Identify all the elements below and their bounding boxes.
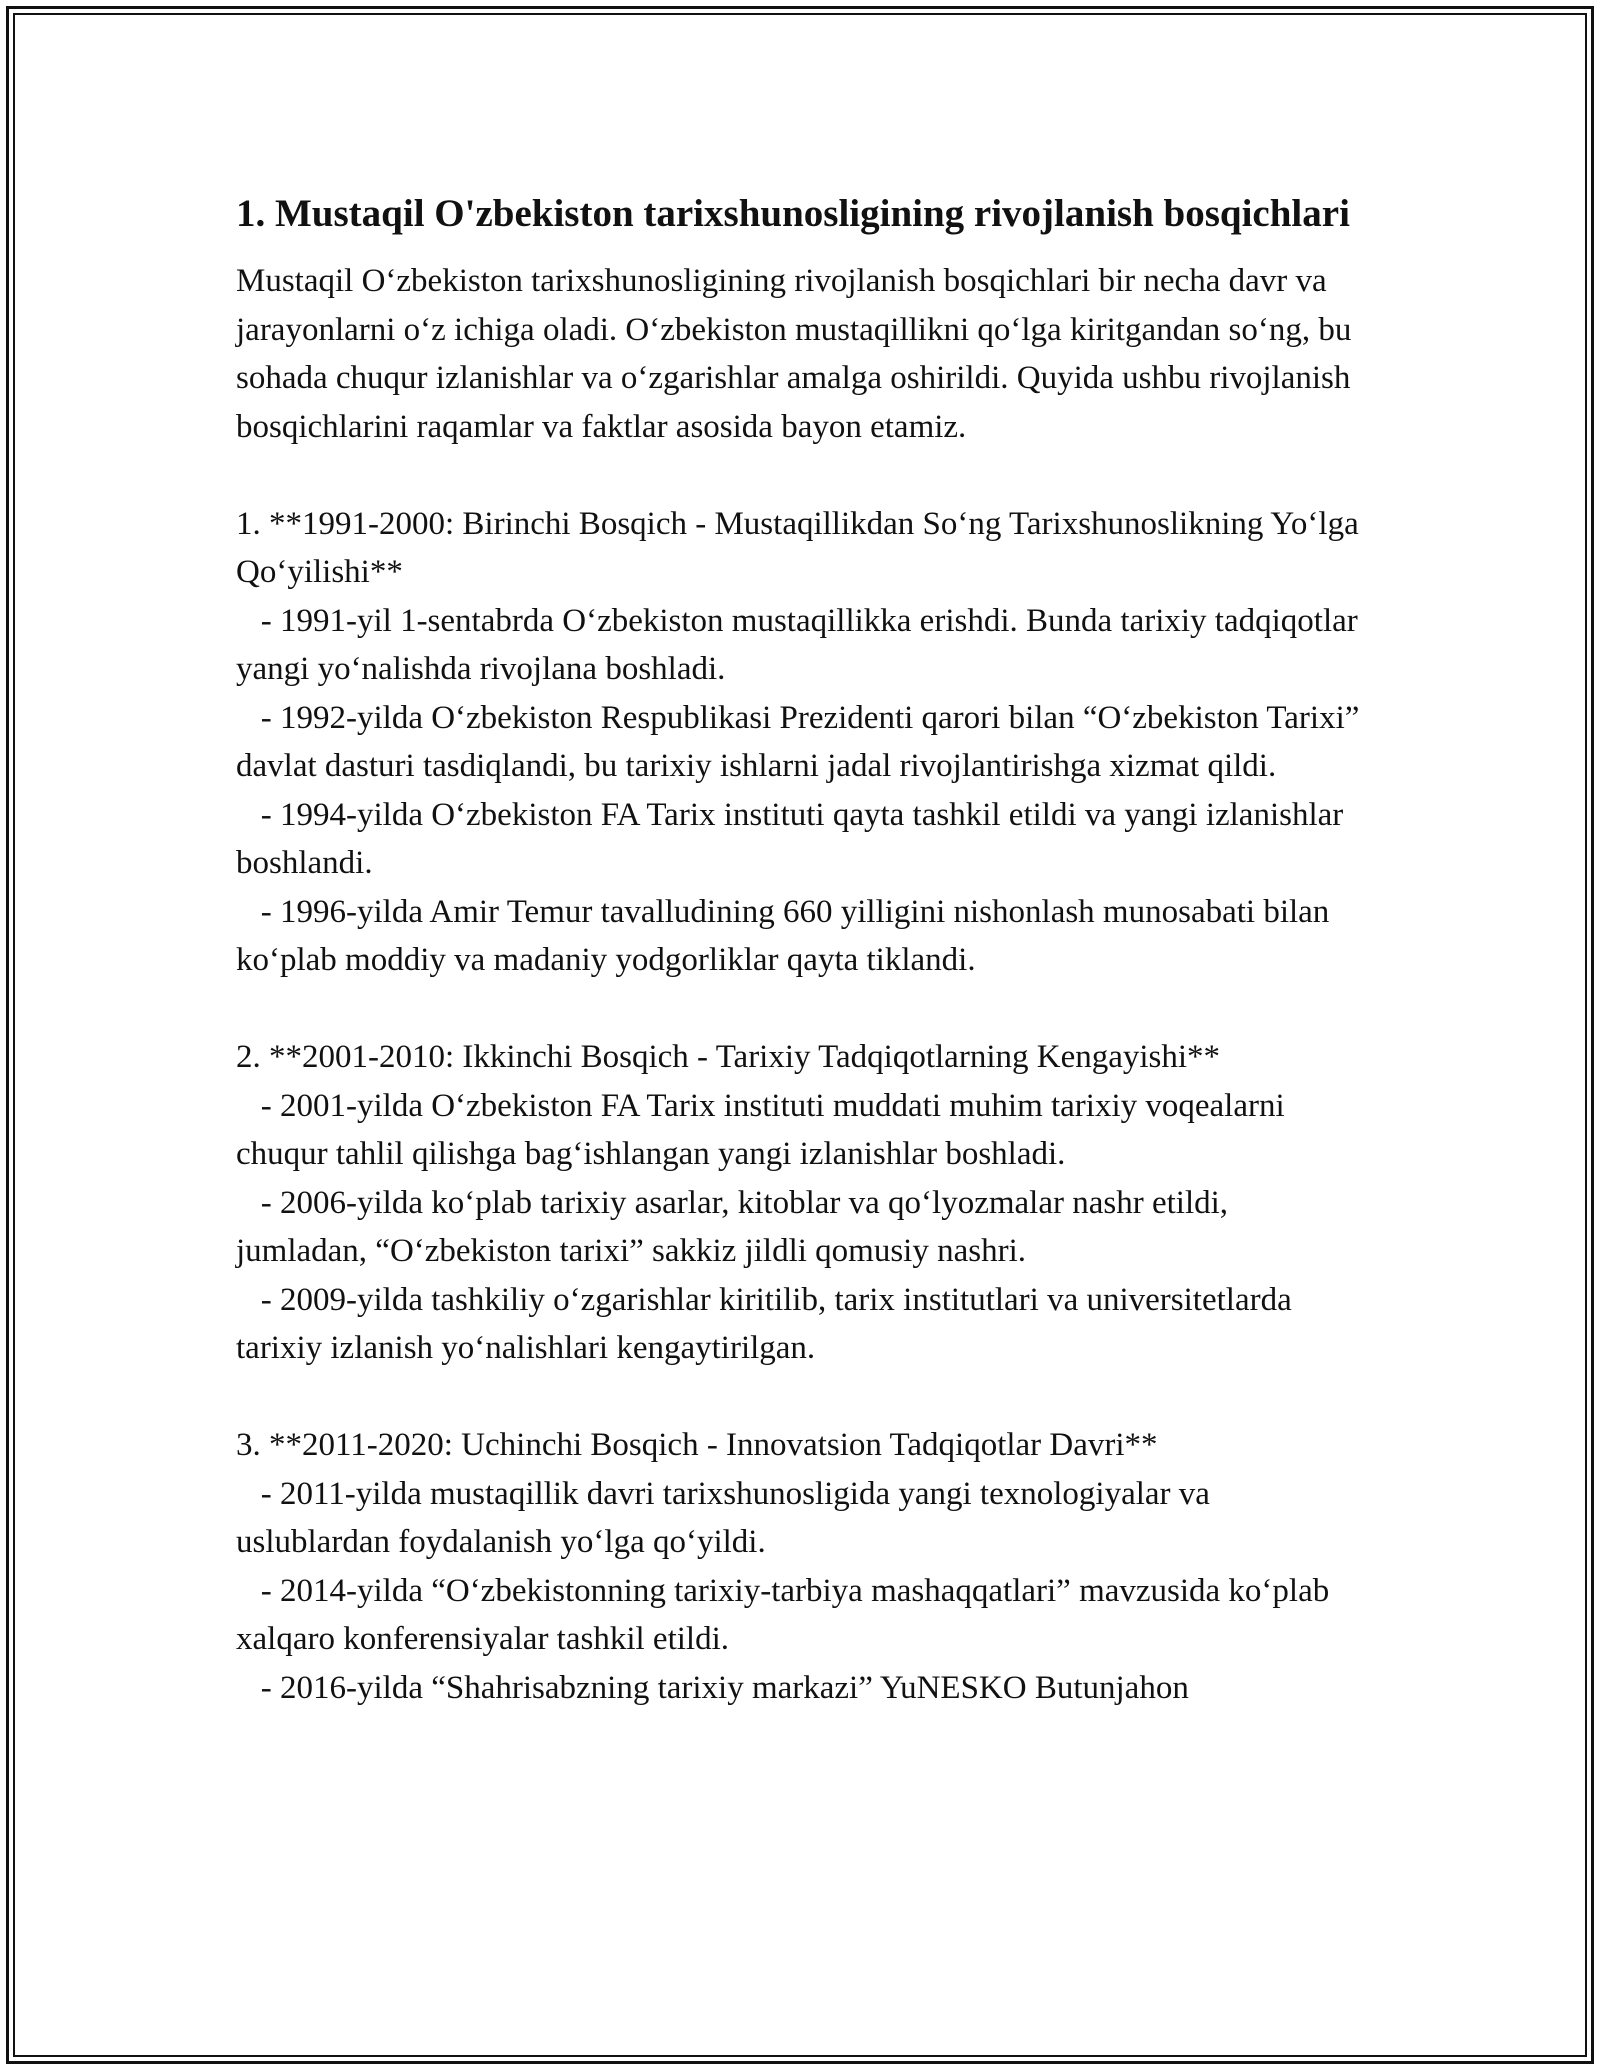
list-item: - 1992-yilda O‘zbekiston Respublikasi Prezidenti qarori bilan “O‘zbekiston Tarixi” davlat dasturi tasdiqlandi, bu tarixiy ishlarni jadal rivojlantirishga xizmat qildi.	[236, 699, 1368, 784]
section-heading: 1. **1991-2000: Birinchi Bosqich - Mustaqillikdan So‘ng Tarixshunoslikning Yo‘lga Qo‘yilishi**	[236, 505, 1359, 590]
list-item: - 2011-yilda mustaqillik davri tarixshunosligida yangi texnologiyalar va uslublardan foydalanish yo‘lga qo‘yildi.	[236, 1475, 1219, 1560]
list-item: - 2016-yilda “Shahrisabzning tarixiy markazi” YuNESKO Butunjahon	[236, 1669, 1189, 1706]
spacer	[236, 985, 1366, 1034]
section-3	[236, 1421, 1366, 1712]
list-item: - 1996-yilda Amir Temur tavalludining 660 yilligini nishonlash munosabati bilan ko‘plab moddiy va madaniy yodgorliklar qayta tiklandi.	[236, 893, 1338, 978]
document-body	[236, 186, 1366, 1712]
section-1	[236, 500, 1366, 985]
list-item: - 2006-yilda ko‘plab tarixiy asarlar, kitoblar va qo‘lyozmalar nashr etildi, jumladan, “O‘zbekiston tarixi” sakkiz jildli qomusiy nashri.	[236, 1184, 1237, 1269]
list-item: - 2014-yilda “O‘zbekistonning tarixiy-tarbiya mashaqqatlari” mavzusida ko‘plab xalqaro konferensiyalar tashkil etildi.	[236, 1572, 1338, 1657]
section-2	[236, 1033, 1366, 1373]
list-item: - 2009-yilda tashkiliy o‘zgarishlar kiritilib, tarix institutlari va universitetlarda tarixiy izlanish yo‘nalishlari kengaytirilgan.	[236, 1281, 1300, 1366]
section-heading: 3. **2011-2020: Uchinchi Bosqich - Innovatsion Tadqiqotlar Davri**	[236, 1427, 1158, 1463]
spacer	[236, 1373, 1366, 1422]
document-title: 1. Mustaqil O'zbekiston tarixshunosligining rivojlanish bosqichlari	[236, 192, 1350, 235]
list-item: - 1994-yilda O‘zbekiston FA Tarix instituti qayta tashkil etildi va yangi izlanishlar boshlandi.	[236, 796, 1352, 881]
list-item: - 1991-yil 1-sentabrda O‘zbekiston mustaqillikka erishdi. Bunda tarixiy tadqiqotlar yangi yo‘nalishda rivojlana boshladi.	[236, 602, 1367, 687]
list-item: - 2001-yilda O‘zbekiston FA Tarix instituti muddati muhim tarixiy voqealarni chuqur tahlil qilishga bag‘ishlangan yangi izlanishlar boshladi.	[236, 1087, 1293, 1172]
section-heading: 2. **2001-2010: Ikkinchi Bosqich - Tarixiy Tadqiqotlarning Kengayishi**	[236, 1039, 1221, 1075]
spacer	[236, 451, 1366, 500]
intro-paragraph: Mustaqil O‘zbekiston tarixshunosligining rivojlanish bosqichlari bir necha davr va jarayonlarni o‘z ichiga oladi. O‘zbekiston mustaqillikni qo‘lga kiritgandan so‘ng, bu sohada chuqur izlanishlar va o‘zgarishlar amalga oshirildi. Quyida ushbu rivojlanish bosqichlarini raqamlar va faktlar asosida bayon etamiz.	[236, 263, 1352, 445]
